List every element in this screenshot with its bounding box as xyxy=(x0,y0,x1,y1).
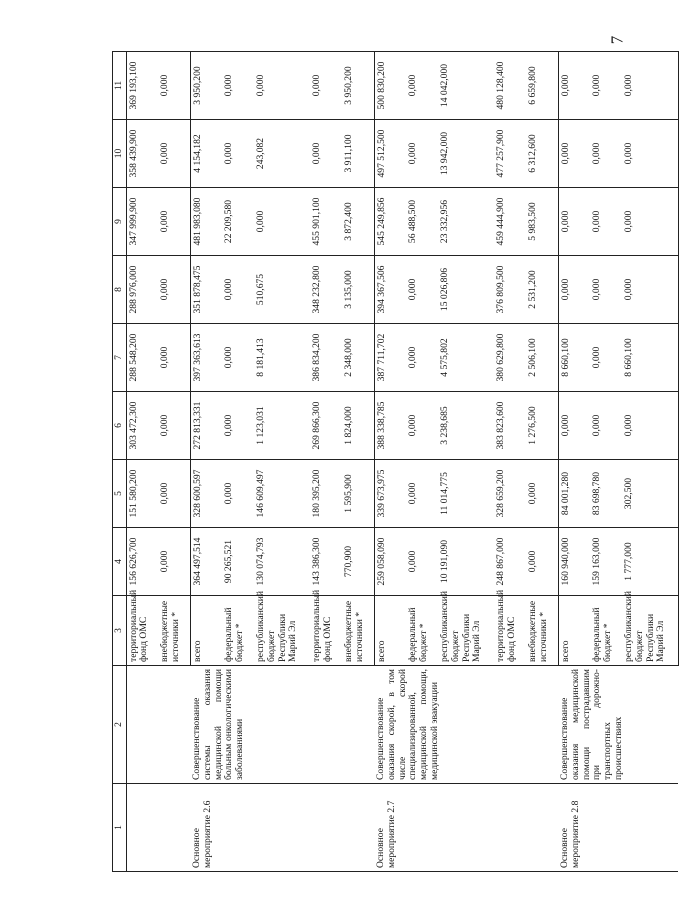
description-cell: Совершенствование оказания скорой, в том числе скорой специализированной, медицинской помощи, медицинской эвакуации xyxy=(374,666,558,784)
value-cell: 0,000 xyxy=(158,120,190,188)
funding-source-cell: всего xyxy=(190,596,222,666)
value-cell: 11 014,775 xyxy=(438,460,494,528)
value-cell: 358 439,900 xyxy=(126,120,158,188)
column-header: 10 xyxy=(113,120,127,188)
column-header: 1 xyxy=(113,784,127,872)
column-header: 11 xyxy=(113,52,127,120)
value-cell: 459 444,900 xyxy=(494,188,526,256)
value-cell: 1 824,000 xyxy=(342,392,374,460)
funding-source-cell: федеральный бюджет * xyxy=(222,596,254,666)
value-cell: 10 191,090 xyxy=(438,528,494,596)
value-cell: 0,000 xyxy=(158,392,190,460)
funding-source-cell: федеральный бюджет * xyxy=(590,596,622,666)
value-cell: 2 348,000 xyxy=(342,324,374,392)
value-cell: 455 901,100 xyxy=(310,188,342,256)
value-cell: 3 135,000 xyxy=(342,256,374,324)
value-cell: 369 193,100 xyxy=(126,52,158,120)
funding-source-cell: внебюджетные источники * xyxy=(342,596,374,666)
description-cell: Совершенствование оказания медицинской помощи пострадавшим при дорожно-транспортных происшествиях xyxy=(558,666,678,784)
value-cell: 0,000 xyxy=(590,52,622,120)
value-cell: 2 531,200 xyxy=(526,256,558,324)
value-cell: 388 338,785 xyxy=(374,392,406,460)
funding-source-cell: республиканский бюджет Республики Марий Эл xyxy=(438,596,494,666)
funding-source-cell: республиканский бюджет Республики Марий Эл xyxy=(622,596,678,666)
event-cell: Основное мероприятие 2.8 xyxy=(558,784,678,872)
value-cell: 243,082 xyxy=(254,120,310,188)
value-cell: 0,000 xyxy=(158,324,190,392)
value-cell: 0,000 xyxy=(254,188,310,256)
value-cell: 0,000 xyxy=(590,392,622,460)
description-cell: Совершенствование системы оказания медицинской помощи больным онкологическими заболеваниями xyxy=(190,666,374,784)
value-cell: 0,000 xyxy=(590,324,622,392)
funding-source-cell: республиканский бюджет Республики Марий Эл xyxy=(254,596,310,666)
column-header: 7 xyxy=(113,324,127,392)
value-cell: 0,000 xyxy=(558,188,590,256)
value-cell: 269 866,300 xyxy=(310,392,342,460)
column-header: 9 xyxy=(113,188,127,256)
value-cell: 0,000 xyxy=(590,120,622,188)
value-cell: 477 257,900 xyxy=(494,120,526,188)
value-cell: 497 512,500 xyxy=(374,120,406,188)
value-cell: 0,000 xyxy=(406,528,438,596)
value-cell: 386 834,200 xyxy=(310,324,342,392)
value-cell: 302,500 xyxy=(622,460,678,528)
event-cell: Основное мероприятие 2.7 xyxy=(374,784,558,872)
funding-source-cell: всего xyxy=(558,596,590,666)
value-cell: 364 497,514 xyxy=(190,528,222,596)
value-cell: 770,900 xyxy=(342,528,374,596)
value-cell: 56 488,500 xyxy=(406,188,438,256)
value-cell: 4 154,182 xyxy=(190,120,222,188)
table-row xyxy=(190,52,222,872)
value-cell: 0,000 xyxy=(590,188,622,256)
value-cell: 0,000 xyxy=(406,120,438,188)
value-cell: 3 950,200 xyxy=(190,52,222,120)
value-cell: 0,000 xyxy=(590,256,622,324)
value-cell: 143 386,300 xyxy=(310,528,342,596)
value-cell: 0,000 xyxy=(406,256,438,324)
value-cell: 288 976,000 xyxy=(126,256,158,324)
value-cell: 510,675 xyxy=(254,256,310,324)
value-cell: 14 042,000 xyxy=(438,52,494,120)
value-cell: 0,000 xyxy=(558,120,590,188)
budget-table xyxy=(112,51,679,872)
header-row xyxy=(113,52,127,872)
value-cell: 288 548,200 xyxy=(126,324,158,392)
value-cell: 339 673,975 xyxy=(374,460,406,528)
table-body xyxy=(126,52,678,872)
column-header: 5 xyxy=(113,460,127,528)
value-cell: 0,000 xyxy=(222,120,254,188)
funding-source-cell: территориальный фонд ОМС xyxy=(494,596,526,666)
value-cell: 0,000 xyxy=(622,392,678,460)
value-cell: 2 506,100 xyxy=(526,324,558,392)
value-cell: 0,000 xyxy=(622,52,678,120)
value-cell: 0,000 xyxy=(310,52,342,120)
value-cell: 6 312,600 xyxy=(526,120,558,188)
value-cell: 0,000 xyxy=(222,324,254,392)
value-cell: 0,000 xyxy=(158,528,190,596)
funding-source-cell: внебюджетные источники * xyxy=(158,596,190,666)
event-cell: Основное мероприятие 2.6 xyxy=(190,784,374,872)
value-cell: 376 809,500 xyxy=(494,256,526,324)
value-cell: 83 698,780 xyxy=(590,460,622,528)
column-header: 8 xyxy=(113,256,127,324)
value-cell: 0,000 xyxy=(222,392,254,460)
value-cell: 0,000 xyxy=(222,52,254,120)
value-cell: 1 777,000 xyxy=(622,528,678,596)
value-cell: 8 660,100 xyxy=(558,324,590,392)
value-cell: 397 363,613 xyxy=(190,324,222,392)
landscape-sheet xyxy=(112,52,667,872)
value-cell: 0,000 xyxy=(622,188,678,256)
funding-source-cell: внебюджетные источники * xyxy=(526,596,558,666)
value-cell: 8 660,100 xyxy=(622,324,678,392)
value-cell: 84 001,280 xyxy=(558,460,590,528)
value-cell: 383 823,600 xyxy=(494,392,526,460)
value-cell: 4 575,802 xyxy=(438,324,494,392)
description-cell xyxy=(126,666,190,784)
value-cell: 0,000 xyxy=(158,52,190,120)
table-row xyxy=(558,52,590,872)
value-cell: 0,000 xyxy=(406,460,438,528)
funding-source-cell: федеральный бюджет * xyxy=(406,596,438,666)
value-cell: 0,000 xyxy=(622,256,678,324)
value-cell: 348 232,800 xyxy=(310,256,342,324)
value-cell: 545 249,856 xyxy=(374,188,406,256)
value-cell: 0,000 xyxy=(406,52,438,120)
value-cell: 159 163,000 xyxy=(590,528,622,596)
value-cell: 500 830,200 xyxy=(374,52,406,120)
value-cell: 0,000 xyxy=(254,52,310,120)
value-cell: 3 872,400 xyxy=(342,188,374,256)
value-cell: 1 123,031 xyxy=(254,392,310,460)
value-cell: 328 659,200 xyxy=(494,460,526,528)
value-cell: 0,000 xyxy=(406,392,438,460)
value-cell: 259 058,090 xyxy=(374,528,406,596)
value-cell: 8 181,413 xyxy=(254,324,310,392)
value-cell: 394 367,506 xyxy=(374,256,406,324)
value-cell: 23 332,956 xyxy=(438,188,494,256)
value-cell: 0,000 xyxy=(222,256,254,324)
value-cell: 0,000 xyxy=(558,392,590,460)
value-cell: 156 626,700 xyxy=(126,528,158,596)
value-cell: 160 940,000 xyxy=(558,528,590,596)
value-cell: 13 942,000 xyxy=(438,120,494,188)
page-number: 7 xyxy=(607,35,627,45)
value-cell: 480 128,400 xyxy=(494,52,526,120)
value-cell: 151 580,200 xyxy=(126,460,158,528)
value-cell: 351 878,475 xyxy=(190,256,222,324)
value-cell: 90 265,521 xyxy=(222,528,254,596)
value-cell: 0,000 xyxy=(526,460,558,528)
value-cell: 0,000 xyxy=(310,120,342,188)
table-row xyxy=(374,52,406,872)
column-header: 3 xyxy=(113,596,127,666)
value-cell: 3 911,100 xyxy=(342,120,374,188)
event-cell xyxy=(126,784,190,872)
value-cell: 0,000 xyxy=(158,256,190,324)
value-cell: 387 711,702 xyxy=(374,324,406,392)
value-cell: 3 950,200 xyxy=(342,52,374,120)
value-cell: 3 238,685 xyxy=(438,392,494,460)
value-cell: 1 276,500 xyxy=(526,392,558,460)
funding-source-cell: территориальный фонд ОМС xyxy=(310,596,342,666)
table-row xyxy=(126,52,158,872)
value-cell: 22 209,580 xyxy=(222,188,254,256)
value-cell: 0,000 xyxy=(406,324,438,392)
value-cell: 6 659,800 xyxy=(526,52,558,120)
value-cell: 0,000 xyxy=(558,256,590,324)
column-header: 6 xyxy=(113,392,127,460)
value-cell: 0,000 xyxy=(222,460,254,528)
value-cell: 0,000 xyxy=(622,120,678,188)
value-cell: 272 813,331 xyxy=(190,392,222,460)
value-cell: 5 983,500 xyxy=(526,188,558,256)
value-cell: 0,000 xyxy=(526,528,558,596)
value-cell: 1 595,900 xyxy=(342,460,374,528)
value-cell: 0,000 xyxy=(158,188,190,256)
funding-source-cell: территориальный фонд ОМС xyxy=(126,596,158,666)
value-cell: 0,000 xyxy=(158,460,190,528)
value-cell: 180 395,200 xyxy=(310,460,342,528)
value-cell: 248 867,000 xyxy=(494,528,526,596)
column-header: 2 xyxy=(113,666,127,784)
value-cell: 347 999,900 xyxy=(126,188,158,256)
value-cell: 130 074,793 xyxy=(254,528,310,596)
value-cell: 146 609,497 xyxy=(254,460,310,528)
column-header: 4 xyxy=(113,528,127,596)
value-cell: 0,000 xyxy=(558,52,590,120)
value-cell: 328 600,597 xyxy=(190,460,222,528)
funding-source-cell: всего xyxy=(374,596,406,666)
value-cell: 303 472,300 xyxy=(126,392,158,460)
value-cell: 15 026,806 xyxy=(438,256,494,324)
value-cell: 380 629,800 xyxy=(494,324,526,392)
value-cell: 481 983,080 xyxy=(190,188,222,256)
